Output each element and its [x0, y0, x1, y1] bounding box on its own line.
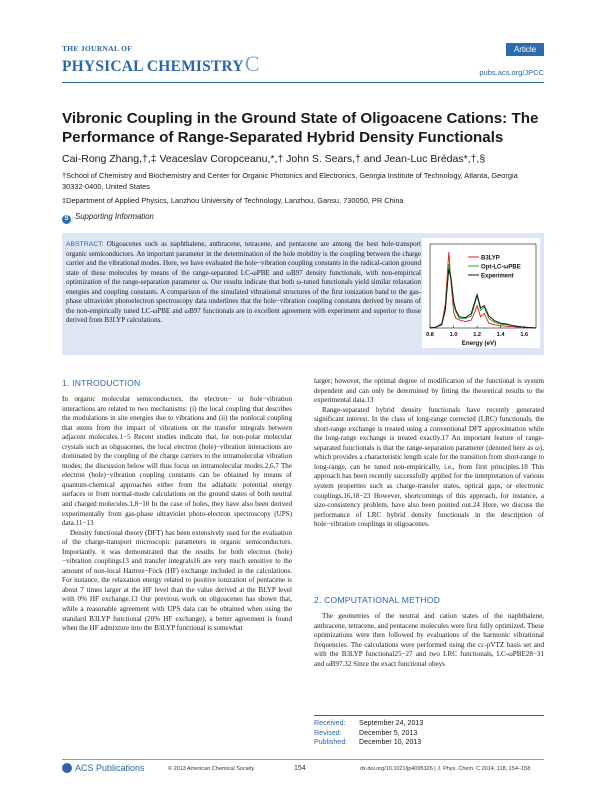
publisher-name: ACS Publications	[75, 763, 145, 773]
journal-name-main: PHYSICAL CHEMISTRY	[62, 58, 244, 75]
x-tick-label: 1.6	[520, 332, 529, 338]
journal-letter: C	[244, 51, 260, 76]
computational-paragraph: The geometries of the neutral and cation states of the naphthalene, anthracene, tetracene, and pentacene molecules were first fully optimized. These optimizations were then followed by evaluations of the harmonic vibrational frequencies. The calculations were performed using the cc-pVTZ basis set and with the B3LYP functional25−27 and two LRC functionals, LC-ωPBE28−31 and ωB97.32 Since the exact functional obeys	[314, 612, 544, 668]
date-published: Published: December 10, 2013	[314, 738, 422, 747]
intro-paragraph-2: Density functional theory (DFT) has been extensively used for the evaluation of the charge-transport microscopic parameters in organic semiconductors. Importantly, it was demonstrated that the results for both electron (hole)−vibration couplings13 and transfer integrals16 are very much sensitive to the amount of non-local Hartree−Fock (HF) exchange included in the calculations. For instance, the relaxation energy related to positive ionization of pentacene is about 7 times larger at the HF level than the value derived at the BLYP level with 0% HF exchange.13 Our previous work on oligoacenes has shown that, while a reasonable agreement with UPS data can be obtained when using the standard B3LYP functional (20% HF exchange), a better agreement is found when the HF admixture into the B3LYP functional is somewhat	[62, 528, 292, 633]
supporting-info-link[interactable]	[62, 212, 154, 224]
date-received: Received: September 24, 2013	[314, 719, 424, 727]
article-badge: Article	[506, 43, 544, 56]
x-tick-label: 0.8	[426, 332, 434, 338]
intro-paragraph-1: In organic molecular semiconductors, the electron− or hole−vibration interactions are related to two mechanisms: (i) the local coupling that describes the modulations in site energies due to vibrations and (ii) the nonlocal coupling that stems from the impact of vibrations on the transfer integrals between adjacent molecules.1−5 Recent studies indicate that, for non-polar molecular crystals such as oligoacenes, the local electron (hole)−vibration interactions are dominated by the coupling of the charge carriers to the intramolecular vibration modes; the discussion below will thus focus on intramolecular modes.2,6,7 The electron (hole)−vibration coupling constants can be obtained by means of quantum-chemical approaches either from the adiabatic potential energy surfaces or from normal-mode calculations on the ground states of both neutral and charged molecules.1,8−10 In the case of holes, they have also been derived experimentally from gas-phase ultraviolet photo-electron spectroscopy (UPS) data.11−13	[62, 395, 292, 528]
chart-xlabel: Energy (eV)	[461, 340, 497, 347]
journal-name-top: THE JOURNAL OF	[62, 44, 133, 53]
date-revised: Revised: December 5, 2013	[314, 728, 418, 737]
legend-experiment: Experiment	[481, 273, 514, 280]
author-list: Cai-Rong Zhang,†,‡ Veaceslav Coropceanu,*,† John S. Sears,† and Jean-Luc Brédas*,†,§	[62, 153, 486, 165]
x-tick-label: 1.4	[496, 332, 505, 338]
article-title: Vibronic Coupling in the Ground State of Oligoacene Cations: The Performance of Range-Separated Hybrid Density Functionals	[62, 110, 539, 146]
footer-divider	[62, 759, 544, 760]
publication-dates	[314, 719, 544, 748]
series-line-b3lyp	[430, 252, 536, 328]
x-tick-label: 1.0	[449, 332, 458, 338]
abstract-label: ABSTRACT:	[66, 241, 104, 248]
journal-name	[62, 51, 260, 77]
abstract-body: Oligoacenes such as naphthalene, anthracene, tetracene, and pentacene are among the best hole-transport organic semiconductors. An important parameter in the determination of the hole mobility is the coupling between the charge carrier and the vibrational modes. Here, we have evaluated the hole−vibration coupling constants in the radical-cation ground state of these molecules by means of the range-separated LC-ωPBE and ωB97 density functionals, with non-empirical optimization of the range-separation parameter ω. Our results indicate that both ω-tuned functionals yield similar relaxation energies and coupling constants. A comparison of the simulated vibrational structures of the first ionization band to the gas-phase ultraviolet photoelectron spectroscopy data underlines that the hole−vibration coupling constants derived by means of the non-empirically tuned LC-ωPBE and ωB97 functionals are in excellent agreement with experiment and superior to those derived from B3LYP calculations.	[66, 240, 422, 324]
acs-logo-icon	[62, 763, 72, 773]
computational-column	[314, 612, 544, 669]
legend-lcwpbe: Opt-LC-ωPBE	[481, 264, 521, 271]
page-number: 154	[294, 765, 306, 772]
intro-paragraph-3: larger; however, the optimal degree of modification of the functional is system dependent and can only be determined by fitting the theoretical results to the experimental data.13	[314, 377, 544, 405]
citation-doi[interactable]: dx.doi.org/10.1021/jp4095326 | J. Phys. Chem. C 2014, 118, 154−158	[360, 766, 531, 772]
section-introduction-heading: 1. INTRODUCTION	[62, 378, 141, 388]
legend-b3lyp: B3LYP	[481, 255, 500, 262]
section-computational-heading: 2. COMPUTATIONAL METHOD	[314, 595, 441, 605]
intro-column-right	[314, 377, 544, 530]
supporting-info-icon: S	[62, 215, 71, 224]
journal-url-link[interactable]: pubs.acs.org/JPCC	[479, 68, 544, 77]
intro-column-left	[62, 395, 292, 634]
copyright: © 2013 American Chemical Society	[168, 766, 255, 772]
affiliation-1: †School of Chemistry and Biochemistry and Center for Organic Photonics and Electronics, Georgia Institute of Technology, Atlanta, Georgia 30332-0400, United States	[62, 171, 518, 191]
abstract	[66, 240, 421, 326]
toc-graphic	[422, 238, 540, 348]
intro-paragraph-4: Range-separated hybrid density functionals have recently generated significant interest. In the class of long-range corrected (LRC) functionals, the short-range exchange is treated using a conventional DFT approximation while the long-range exchange is treated exactly.17 An important feature of range-separated functionals is that the range-separation parameter (denoted here as ω), which provides a characteristic length scale for the transition from short-range to long-range, can be tuned non-empirically, i.e., from first principles.18 This approach has been recently successfully applied for the interpretation of various system properties such as charge-transfer states, optical gaps, or electronic couplings.16,18−23 However, shortcomings of this approach, for instance, a size-consistency problem, have also been pointed out.24 Here, we discuss the performance of LRC hybrid density functionals in the description of hole−vibration couplings in oligoacenes.	[314, 405, 544, 529]
legend	[468, 256, 521, 280]
supporting-info-label: Supporting Information	[75, 212, 154, 221]
x-tick-label: 1.2	[473, 332, 482, 338]
affiliation-2: ‡Department of Applied Physics, Lanzhou University of Technology, Lanzhou, Gansu, 730050, PR China	[62, 196, 404, 205]
dates-divider	[314, 715, 544, 716]
acs-publications-logo	[62, 763, 145, 773]
header-divider	[62, 82, 544, 83]
toc-chart	[422, 238, 540, 348]
